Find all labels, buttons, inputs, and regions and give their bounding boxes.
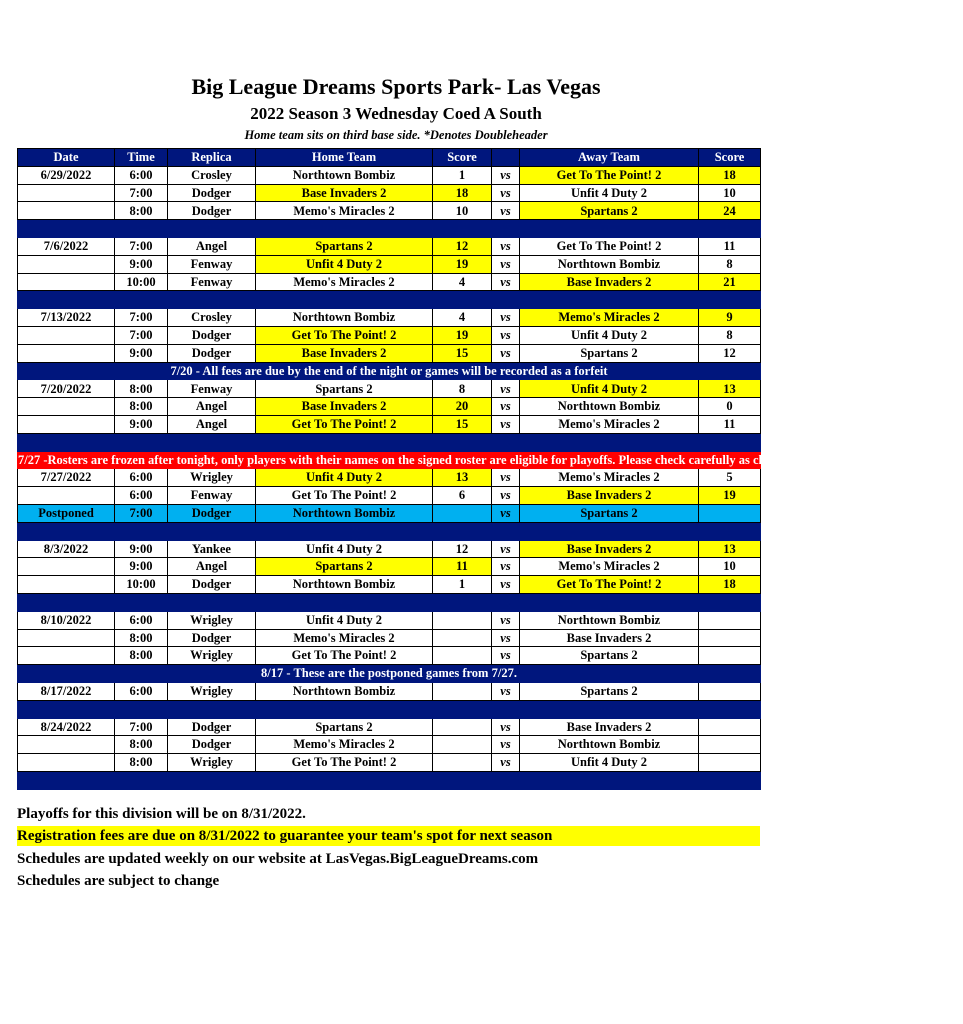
column-header-vs [492,149,520,167]
time-cell: 7:00 [115,504,168,522]
replica-cell: Fenway [168,255,256,273]
game-row [18,202,761,220]
replica-cell: Fenway [168,487,256,505]
separator-row [18,433,761,451]
time-cell: 8:00 [115,647,168,665]
game-row [18,558,761,576]
separator-cell [18,220,761,238]
away-score-cell: 13 [699,380,761,398]
home-team-cell: Memo's Miracles 2 [256,273,433,291]
away-score-cell [699,754,761,772]
separator-row [18,220,761,238]
home-score-cell: 12 [433,237,492,255]
home-score-cell: 13 [433,469,492,487]
date-cell [18,273,115,291]
home-score-cell [433,718,492,736]
vs-cell: vs [492,487,520,505]
away-score-cell [699,629,761,647]
home-team-cell: Northtown Bombiz [256,576,433,594]
vs-cell: vs [492,380,520,398]
date-cell [18,202,115,220]
separator-cell [18,771,761,789]
game-row [18,380,761,398]
vs-cell: vs [492,540,520,558]
home-team-cell: Get To The Point! 2 [256,647,433,665]
home-team-cell: Unfit 4 Duty 2 [256,469,433,487]
date-cell: 7/27/2022 [18,469,115,487]
away-team-cell: Memo's Miracles 2 [520,469,699,487]
page-note: Home team sits on third base side. *Denotes Doubleheader [244,128,548,142]
away-team-cell: Spartans 2 [520,504,699,522]
column-header-replica: Replica [168,149,256,167]
replica-cell: Yankee [168,540,256,558]
game-row [18,629,761,647]
vs-cell: vs [492,558,520,576]
home-team-cell: Get To The Point! 2 [256,487,433,505]
away-team-cell: Base Invaders 2 [520,273,699,291]
away-score-cell: 8 [699,326,761,344]
vs-cell: vs [492,576,520,594]
replica-cell: Dodger [168,202,256,220]
vs-cell: vs [492,309,520,327]
home-score-cell: 6 [433,487,492,505]
away-team-cell: Spartans 2 [520,344,699,362]
home-score-cell: 15 [433,415,492,433]
time-cell: 9:00 [115,255,168,273]
replica-cell: Dodger [168,576,256,594]
separator-cell [18,433,761,451]
game-row [18,611,761,629]
away-team-cell: Northtown Bombiz [520,398,699,416]
away-score-cell: 9 [699,309,761,327]
home-team-cell: Unfit 4 Duty 2 [256,255,433,273]
away-team-cell: Base Invaders 2 [520,540,699,558]
separator-row [18,291,761,309]
game-row [18,166,761,184]
column-header-away-score: Score [699,149,761,167]
home-score-cell: 19 [433,255,492,273]
separator-row [18,593,761,611]
home-team-cell: Spartans 2 [256,380,433,398]
home-score-cell [433,682,492,700]
time-cell: 6:00 [115,487,168,505]
away-score-cell [699,647,761,665]
date-cell: Postponed [18,504,115,522]
replica-cell: Fenway [168,273,256,291]
replica-cell: Angel [168,237,256,255]
vs-cell: vs [492,469,520,487]
replica-cell: Crosley [168,166,256,184]
vs-cell: vs [492,237,520,255]
date-cell [18,558,115,576]
replica-cell: Dodger [168,326,256,344]
time-cell: 9:00 [115,344,168,362]
home-team-cell: Memo's Miracles 2 [256,202,433,220]
time-cell: 9:00 [115,540,168,558]
time-cell: 8:00 [115,398,168,416]
date-cell [18,326,115,344]
away-score-cell: 10 [699,558,761,576]
page-subtitle: 2022 Season 3 Wednesday Coed A South [250,104,542,123]
date-cell [18,344,115,362]
home-score-cell: 1 [433,166,492,184]
schedule-table [17,148,963,790]
vs-cell: vs [492,326,520,344]
away-team-cell: Spartans 2 [520,682,699,700]
away-team-cell: Spartans 2 [520,647,699,665]
away-team-cell: Northtown Bombiz [520,736,699,754]
date-cell [18,576,115,594]
separator-row [18,522,761,540]
date-cell: 8/24/2022 [18,718,115,736]
time-cell: 6:00 [115,469,168,487]
column-header-time: Time [115,149,168,167]
away-score-cell: 0 [699,398,761,416]
away-team-cell: Base Invaders 2 [520,629,699,647]
home-team-cell: Northtown Bombiz [256,682,433,700]
vs-cell: vs [492,736,520,754]
away-team-cell: Unfit 4 Duty 2 [520,380,699,398]
away-score-cell: 11 [699,237,761,255]
separator-cell [18,593,761,611]
separator-cell [18,291,761,309]
away-score-cell [699,504,761,522]
column-header-away-team: Away Team [520,149,699,167]
vs-cell: vs [492,398,520,416]
time-cell: 7:00 [115,237,168,255]
game-row [18,647,761,665]
date-cell: 7/6/2022 [18,237,115,255]
alert-row [18,451,761,469]
replica-cell: Dodger [168,736,256,754]
time-cell: 8:00 [115,202,168,220]
home-team-cell: Northtown Bombiz [256,309,433,327]
schedule-body [18,166,963,789]
replica-cell: Dodger [168,629,256,647]
column-header-home-team: Home Team [256,149,433,167]
date-cell [18,398,115,416]
home-score-cell [433,629,492,647]
replica-cell: Fenway [168,380,256,398]
vs-cell: vs [492,718,520,736]
home-team-cell: Get To The Point! 2 [256,326,433,344]
vs-cell: vs [492,647,520,665]
away-team-cell: Northtown Bombiz [520,255,699,273]
game-row [18,718,761,736]
game-row [18,540,761,558]
home-score-cell: 8 [433,380,492,398]
replica-cell: Wrigley [168,469,256,487]
home-score-cell: 4 [433,309,492,327]
home-score-cell: 12 [433,540,492,558]
game-row [18,309,761,327]
vs-cell: vs [492,344,520,362]
date-cell [18,647,115,665]
time-cell: 7:00 [115,326,168,344]
replica-cell: Wrigley [168,647,256,665]
away-score-cell: 18 [699,166,761,184]
date-cell: 8/3/2022 [18,540,115,558]
away-team-cell: Unfit 4 Duty 2 [520,326,699,344]
home-score-cell [433,736,492,754]
date-cell: 8/10/2022 [18,611,115,629]
column-header-home-score: Score [433,149,492,167]
vs-cell: vs [492,166,520,184]
change-note: Schedules are subject to change [17,873,220,889]
away-team-cell: Base Invaders 2 [520,487,699,505]
date-cell: 7/13/2022 [18,309,115,327]
playoffs-note: Playoffs for this division will be on 8/31/2022. [17,806,306,822]
home-team-cell: Base Invaders 2 [256,398,433,416]
away-score-cell: 10 [699,184,761,202]
game-row [18,487,761,505]
vs-cell: vs [492,184,520,202]
notice-row [18,362,761,380]
time-cell: 6:00 [115,611,168,629]
date-cell [18,415,115,433]
vs-cell: vs [492,255,520,273]
notice-row [18,665,761,683]
home-score-cell: 15 [433,344,492,362]
home-score-cell: 20 [433,398,492,416]
time-cell: 7:00 [115,309,168,327]
home-score-cell [433,754,492,772]
home-team-cell: Unfit 4 Duty 2 [256,611,433,629]
home-team-cell: Spartans 2 [256,558,433,576]
home-score-cell [433,504,492,522]
game-row [18,754,761,772]
registration-note: Registration fees are due on 8/31/2022 to guarantee your team's spot for next season [17,826,760,846]
away-team-cell: Unfit 4 Duty 2 [520,754,699,772]
home-score-cell: 4 [433,273,492,291]
away-team-cell: Spartans 2 [520,202,699,220]
date-cell [18,736,115,754]
date-cell [18,754,115,772]
away-score-cell [699,682,761,700]
home-team-cell: Base Invaders 2 [256,184,433,202]
home-team-cell: Memo's Miracles 2 [256,736,433,754]
away-score-cell: 12 [699,344,761,362]
vs-cell: vs [492,202,520,220]
home-team-cell: Northtown Bombiz [256,504,433,522]
time-cell: 9:00 [115,415,168,433]
time-cell: 8:00 [115,754,168,772]
column-header-date: Date [18,149,115,167]
away-score-cell [699,718,761,736]
separator-row [18,700,761,718]
vs-cell: vs [492,415,520,433]
separator-cell [18,700,761,718]
replica-cell: Angel [168,558,256,576]
away-team-cell: Memo's Miracles 2 [520,309,699,327]
game-row [18,576,761,594]
home-team-cell: Get To The Point! 2 [256,754,433,772]
replica-cell: Angel [168,415,256,433]
home-team-cell: Spartans 2 [256,237,433,255]
game-row [18,326,761,344]
time-cell: 8:00 [115,629,168,647]
vs-cell: vs [492,273,520,291]
away-score-cell: 24 [699,202,761,220]
time-cell: 6:00 [115,166,168,184]
time-cell: 10:00 [115,576,168,594]
replica-cell: Crosley [168,309,256,327]
away-score-cell: 11 [699,415,761,433]
home-score-cell: 1 [433,576,492,594]
home-team-cell: Base Invaders 2 [256,344,433,362]
date-cell: 8/17/2022 [18,682,115,700]
date-cell: 6/29/2022 [18,166,115,184]
home-score-cell [433,647,492,665]
replica-cell: Dodger [168,718,256,736]
home-score-cell: 10 [433,202,492,220]
game-row [18,344,761,362]
game-row [18,273,761,291]
alert-text: 7/27 -Rosters are frozen after tonight, only players with their names on the signed roster are eligible for playoffs. Please check carefully as changes will not be made for omissions. [18,451,761,469]
home-team-cell: Get To The Point! 2 [256,415,433,433]
replica-cell: Dodger [168,504,256,522]
date-cell [18,629,115,647]
replica-cell: Dodger [168,344,256,362]
time-cell: 8:00 [115,380,168,398]
vs-cell: vs [492,754,520,772]
date-cell [18,487,115,505]
away-score-cell [699,611,761,629]
notice-text: 7/20 - All fees are due by the end of the night or games will be recorded as a forfeit [18,362,761,380]
time-cell: 9:00 [115,558,168,576]
away-score-cell: 19 [699,487,761,505]
date-cell: 7/20/2022 [18,380,115,398]
away-score-cell [699,736,761,754]
replica-cell: Dodger [168,184,256,202]
page-title: Big League Dreams Sports Park- Las Vegas [191,74,601,99]
game-row [18,184,761,202]
vs-cell: vs [492,629,520,647]
replica-cell: Angel [168,398,256,416]
home-score-cell: 11 [433,558,492,576]
time-cell: 6:00 [115,682,168,700]
date-cell [18,184,115,202]
game-row [18,415,761,433]
replica-cell: Wrigley [168,754,256,772]
away-score-cell: 18 [699,576,761,594]
away-team-cell: Unfit 4 Duty 2 [520,184,699,202]
game-row [18,469,761,487]
away-score-cell: 13 [699,540,761,558]
home-team-cell: Unfit 4 Duty 2 [256,540,433,558]
table-header-row [18,149,761,167]
away-team-cell: Base Invaders 2 [520,718,699,736]
away-score-cell: 5 [699,469,761,487]
away-team-cell: Northtown Bombiz [520,611,699,629]
website-note: Schedules are updated weekly on our website at LasVegas.BigLeagueDreams.com [17,851,539,867]
away-team-cell: Memo's Miracles 2 [520,558,699,576]
game-row [18,736,761,754]
home-score-cell: 18 [433,184,492,202]
away-score-cell: 8 [699,255,761,273]
replica-cell: Wrigley [168,682,256,700]
replica-cell: Wrigley [168,611,256,629]
vs-cell: vs [492,504,520,522]
home-team-cell: Spartans 2 [256,718,433,736]
notice-text: 8/17 - These are the postponed games from 7/27. [18,665,761,683]
away-team-cell: Get To The Point! 2 [520,237,699,255]
vs-cell: vs [492,682,520,700]
home-score-cell: 19 [433,326,492,344]
away-score-cell: 21 [699,273,761,291]
vs-cell: vs [492,611,520,629]
away-team-cell: Get To The Point! 2 [520,576,699,594]
time-cell: 7:00 [115,184,168,202]
game-row [18,255,761,273]
postponed-row [18,504,761,522]
separator-cell [18,522,761,540]
away-team-cell: Get To The Point! 2 [520,166,699,184]
away-team-cell: Memo's Miracles 2 [520,415,699,433]
game-row [18,398,761,416]
time-cell: 8:00 [115,736,168,754]
time-cell: 7:00 [115,718,168,736]
home-score-cell [433,611,492,629]
game-row [18,237,761,255]
game-row [18,682,761,700]
home-team-cell: Northtown Bombiz [256,166,433,184]
home-team-cell: Memo's Miracles 2 [256,629,433,647]
separator-row [18,771,761,789]
date-cell [18,255,115,273]
time-cell: 10:00 [115,273,168,291]
